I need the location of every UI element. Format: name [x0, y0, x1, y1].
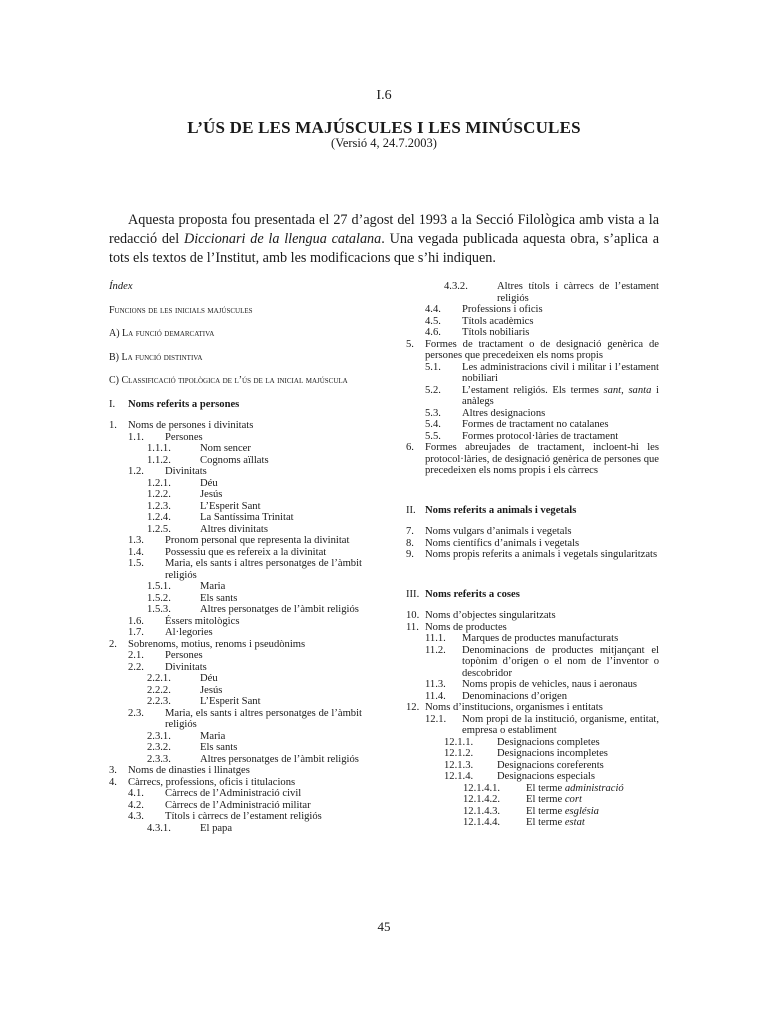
index-entry-number: 4.2.: [128, 799, 144, 811]
index-entry: [406, 771, 659, 783]
index-entry-text: Altres personatges de l’àmbit religiós: [200, 604, 359, 615]
intro-paragraph: [109, 211, 659, 268]
index-entry: [109, 685, 362, 697]
index-entry-number: 2.2.3.: [147, 696, 171, 707]
index-entry-text: Formes de tractament o de designació genèrica de persones que precedeixen els noms propis: [425, 338, 659, 361]
index-entry-number: 1.5.: [128, 558, 144, 569]
index-entry-text: Càrrecs de l’Administració militar: [165, 799, 311, 811]
index-entry-text: Funcions de les inicials majúscules: [109, 304, 253, 316]
index-entry: [406, 679, 659, 691]
index-entry-number: 1.2.2.: [147, 489, 171, 500]
index-entry: [406, 806, 659, 818]
index-entry: [109, 328, 362, 340]
index-entry-text: Noms de persones i divinitats: [128, 420, 254, 431]
index-entry: [406, 817, 659, 829]
index-entry-text: Formes de tractament no catalanes: [462, 419, 609, 430]
index-entry-text: Noms de dinasties i llinatges: [128, 765, 250, 776]
index-entry-text: Maria: [200, 730, 226, 742]
index-entry: [406, 783, 659, 795]
index-entry-number: 10.: [406, 610, 420, 621]
index-entry: [406, 691, 659, 703]
index-entry-number: 4.3.: [128, 811, 144, 822]
index-entry-number: 8.: [406, 537, 414, 549]
index-entry-number: 1.5.2.: [147, 592, 171, 604]
page-title: L’ÚS DE LES MAJÚSCULES I LES MINÚSCULES: [187, 118, 581, 137]
index-entry: [109, 535, 362, 547]
index-entry: [109, 765, 362, 777]
index-entry-text: Noms propis referits a animals i vegetals singularitzats: [425, 549, 658, 560]
index-entry: [406, 327, 659, 339]
index-entry-number: 1.5.1.: [147, 581, 171, 592]
index-entry-number: 12.1.4.3.: [463, 805, 501, 817]
index-entry: [109, 616, 362, 628]
index-entry-number: 4.6.: [425, 327, 441, 338]
index-entry-text: El papa: [200, 822, 233, 834]
intro-dictionary-title: Diccionari de la llengua catalana: [183, 231, 382, 247]
index-entry: [406, 316, 659, 328]
index-entry: [109, 788, 362, 800]
index-entry-number: 4.3.2.: [444, 281, 468, 292]
index-entry: [406, 737, 659, 749]
index-entry-number: 12.1.: [425, 713, 447, 725]
index-entry: [109, 443, 362, 455]
index-entry-text: A) La funció demarcativa: [109, 328, 215, 339]
index-entry-number: 2.3.2.: [147, 742, 171, 753]
index-entry-text: Les administracions civil i militar i l’estament nobiliari: [462, 361, 659, 384]
index-entry: [406, 714, 659, 737]
index-entry-text: Altres personatges de l’àmbit religiós: [200, 753, 359, 765]
index-entry-number: 1.2.3.: [147, 500, 171, 512]
index-entry-number: 12.1.4.1.: [463, 782, 501, 794]
index-entry-text: Noms de productes: [425, 621, 507, 633]
index-entry-number: 1.2.5.: [147, 523, 171, 535]
index-entry-number: 12.1.3.: [444, 759, 474, 771]
index-entry-number: 1.7.: [128, 627, 144, 638]
index-entry-text: Maria, els sants i altres personatges de l’àmbit religiós: [165, 558, 362, 581]
index-entry-number: 4.1.: [128, 788, 144, 799]
index-entry-number: 2.3.: [128, 707, 144, 719]
index-entry: [406, 538, 659, 550]
index-entry-text: L’Esperit Sant: [200, 500, 261, 512]
index-entry-number: 5.4.: [425, 419, 441, 430]
index-entry-text: Designacions incompletes: [497, 748, 608, 759]
index-entry-text: C) Classificació tipològica de l’ús de la inicial majúscula: [109, 375, 348, 386]
index-entry-text: Maria: [200, 581, 226, 592]
index-entry-number: 1.1.1.: [147, 443, 171, 454]
index-entry-number: 1.2.1.: [147, 477, 171, 489]
index-entry-text: Denominacions d’origen: [462, 690, 568, 702]
index-entry: [109, 662, 362, 674]
index-entry: [109, 800, 362, 812]
index-entry-number: 1.1.2.: [147, 454, 171, 466]
index-entry-number: 4.5.: [425, 315, 441, 327]
index-entry-number: 12.1.4.2.: [463, 794, 501, 805]
index-entry-number: 12.1.1.: [444, 736, 474, 748]
index-entry-text: Déu: [200, 673, 218, 684]
index-entry-text: Nom propi de la institució, organisme, entitat, empresa o establiment: [462, 713, 659, 736]
index-entry: [109, 281, 362, 293]
index-entry-text: Títols acadèmics: [462, 315, 534, 327]
intro-text-2: . Una vegada publicada aquesta obra, s’aplica a tots els textos de l’Institut, amb les modificacions que s’hi indiquen.: [109, 231, 660, 266]
index-entry-number: 3.: [109, 765, 117, 776]
index-entry-text: Marques de productes manufacturats: [462, 633, 619, 644]
index-entry: [109, 489, 362, 501]
index-entry: [109, 604, 362, 616]
index-entry: [406, 281, 659, 304]
index-entry: [109, 581, 362, 593]
index-entry: [406, 339, 659, 362]
index-entry: [406, 505, 659, 517]
index-entry: [109, 823, 362, 835]
index-entry: [109, 593, 362, 605]
index-entry-number: 2.2.1.: [147, 673, 171, 684]
index-entry-text: Noms vulgars d’animals i vegetals: [425, 526, 572, 537]
index-entry: [406, 419, 659, 431]
index-entry: [109, 708, 362, 731]
version-subtitle: (Versió 4, 24.7.2003): [331, 136, 437, 150]
index-entry-text: Sobrenoms, motius, renoms i pseudònims: [128, 638, 306, 650]
index-entry: [109, 547, 362, 559]
index-entry-text: Designacions especials: [497, 771, 595, 782]
index-entry-text: L’Esperit Sant: [200, 696, 261, 707]
index-entry-number: 1.1.: [128, 431, 144, 443]
index-entry: [406, 633, 659, 645]
index-entry-text: Títols i càrrecs de l’estament religiós: [165, 811, 322, 822]
index-entry-text: Persones: [165, 431, 203, 443]
index-entry: [109, 478, 362, 490]
index-entry-number: 1.6.: [128, 615, 144, 627]
index-entry-text: Divinitats: [165, 466, 207, 477]
index-entry: [406, 408, 659, 420]
index-entry: [109, 811, 362, 823]
index-entry: [109, 455, 362, 467]
index-entry-number: 1.5.3.: [147, 604, 171, 615]
index-entry-text: Noms referits a animals i vegetals: [425, 504, 577, 516]
index-entry-number: III.: [406, 588, 420, 600]
index-entry-text: Índex: [109, 281, 133, 292]
index-entry: [406, 526, 659, 538]
index-entry-text: Divinitats: [165, 661, 207, 673]
index-entry: [406, 549, 659, 561]
index-entry-number: 4.4.: [425, 304, 441, 315]
index-entry-text: La Santíssima Trinitat: [200, 512, 294, 523]
section-number: I.6: [376, 88, 392, 103]
index-entry-number: I.: [109, 398, 116, 410]
index-entry-text: Designacions completes: [497, 736, 600, 748]
index-entry-text: Noms científics d’animals i vegetals: [425, 537, 580, 549]
page-number: 45: [377, 919, 391, 934]
index-entry-number: 12.: [406, 702, 420, 713]
index-entry-number: 2.3.1.: [147, 730, 171, 742]
index-entry: [406, 362, 659, 385]
index-entry-text: Designacions coreferents: [497, 759, 604, 771]
index-entry: [406, 442, 659, 477]
index-entry-number: 11.4.: [425, 690, 446, 702]
index-entry-text: Possessiu que es refereix a la divinitat: [165, 546, 327, 558]
index-entry: [109, 375, 362, 387]
index-entry: [109, 420, 362, 432]
index-entry-number: 11.3.: [425, 679, 446, 690]
index-entry: [109, 524, 362, 536]
index-entry: [109, 696, 362, 708]
index-entry-number: II.: [406, 504, 416, 516]
index-entry-text: Jesús: [200, 684, 223, 696]
intro-text-1: Aquesta proposta fou presentada el 27 d’agost del 1993 a la Secció Filològica amb vista a la redacció del: [109, 212, 659, 247]
index-entry-number: 2.2.2.: [147, 684, 171, 696]
index-entry: [109, 627, 362, 639]
index-entry-text: Déu: [200, 477, 218, 489]
index-entry-text: Denominacions de productes mitjançant el topònim d’origen o el nom de l’inventor o descobridor: [462, 644, 659, 679]
index-entry-number: 12.1.4.: [444, 771, 474, 782]
index-entry: [109, 731, 362, 743]
index-entry-text: Els sants: [200, 742, 238, 753]
index-entry: [406, 748, 659, 760]
index-entry-text: Professions i oficis: [462, 304, 543, 315]
index-entry: [406, 702, 659, 714]
index-entry-text: Noms d’objectes singularitzats: [425, 610, 556, 621]
index-entry-text: Noms referits a coses: [425, 588, 520, 600]
index-entry: [109, 650, 362, 662]
index-entry: [406, 622, 659, 634]
index-entry-number: 6.: [406, 442, 414, 453]
index-entry-number: 2.1.: [128, 650, 144, 661]
index-entry-text: El terme estat: [526, 817, 585, 828]
index-entry: [109, 639, 362, 651]
index-entry: [109, 673, 362, 685]
index-entry-text: Formes abreujades de tractament, incloent-hi les protocol·làries, de designació genèrica de persones que precedeixen els noms propis i els càrrecs: [425, 442, 659, 476]
index-entry-number: 2.3.3.: [147, 753, 171, 765]
index-entry-number: 5.: [406, 338, 414, 350]
index-entry-number: 1.: [109, 420, 117, 431]
index-entry-text: Càrrecs de l’Administració civil: [165, 788, 302, 799]
index-entry-number: 12.1.2.: [444, 748, 474, 759]
index-entry: [406, 304, 659, 316]
index-entry-text: Altres designacions: [462, 407, 546, 419]
index-entry: [109, 399, 362, 411]
index-entry: [109, 432, 362, 444]
index-entry-text: Pronom personal que representa la divinitat: [165, 535, 350, 546]
index-entry: [406, 645, 659, 680]
index-entry-text: Càrrecs, professions, oficis i titulacions: [128, 776, 296, 788]
index-entry-text: L’estament religiós. Els termes sant, santa i anàlegs: [462, 384, 659, 407]
index-entry-number: 4.3.1.: [147, 822, 171, 834]
index-entry: [109, 352, 362, 364]
index-entry: [109, 754, 362, 766]
index-entry: [406, 760, 659, 772]
index-entry-text: Jesús: [200, 489, 223, 500]
index-entry-number: 11.2.: [425, 644, 446, 656]
index-entry-number: 12.1.4.4.: [463, 817, 501, 828]
index-entry: [109, 558, 362, 581]
index-entry-number: 9.: [406, 549, 414, 560]
index-entry: [406, 794, 659, 806]
index-entry: [109, 305, 362, 317]
index-left-column: [109, 281, 362, 834]
index-entry-number: 1.2.4.: [147, 512, 171, 523]
index-right-column: [406, 281, 659, 829]
index-entry-number: 5.3.: [425, 407, 441, 419]
index-entry: [109, 501, 362, 513]
index-entry: [109, 512, 362, 524]
index-entry-text: B) La funció distintiva: [109, 351, 203, 363]
index-entry-number: 1.2.: [128, 466, 144, 477]
index-entry-text: Noms referits a persones: [128, 398, 240, 410]
index-entry-text: Al·legories: [165, 627, 213, 638]
index-entry-text: Altres divinitats: [200, 523, 268, 535]
index-entry-text: Persones: [165, 650, 203, 661]
index-entry-number: 5.2.: [425, 384, 441, 396]
index-entry-text: Títols nobiliaris: [462, 327, 530, 338]
index-entry-number: 7.: [406, 526, 414, 537]
index-entry-text: El terme administració: [526, 782, 624, 794]
index-entry-text: Formes protocol·làries de tractament: [462, 430, 619, 442]
index-entry-text: Éssers mitològics: [165, 615, 240, 627]
index-entry-text: Cognoms aïllats: [200, 454, 269, 466]
index-entry: [406, 385, 659, 408]
index-entry-text: Maria, els sants i altres personatges de l’àmbit religiós: [165, 707, 362, 730]
index-entry-number: 4.: [109, 776, 117, 788]
index-entry-text: Nom sencer: [200, 443, 251, 454]
index-entry-text: Noms d’institucions, organismes i entitats: [425, 702, 603, 713]
index-entry: [406, 431, 659, 443]
index-entry: [109, 742, 362, 754]
index-entry-text: Altres títols i càrrecs de l’estament religiós: [497, 281, 659, 304]
index-entry-number: 1.4.: [128, 546, 144, 558]
index-entry-text: El terme cort: [526, 794, 582, 805]
index-entry: [109, 466, 362, 478]
index-entry-text: Noms propis de vehicles, naus i aeronaus: [462, 679, 638, 690]
index-entry-number: 5.1.: [425, 361, 441, 373]
index-entry: [406, 589, 659, 601]
index-entry-text: El terme església: [526, 805, 599, 817]
index-entry-number: 1.3.: [128, 535, 144, 546]
index-entry-number: 11.: [406, 621, 419, 633]
index-entry: [109, 777, 362, 789]
index-entry-number: 11.1.: [425, 633, 446, 644]
index-entry-number: 2.2.: [128, 661, 144, 673]
index-entry-number: 5.5.: [425, 430, 441, 442]
index-entry-number: 2.: [109, 638, 117, 650]
index-entry: [406, 610, 659, 622]
index-entry-text: Els sants: [200, 592, 238, 604]
